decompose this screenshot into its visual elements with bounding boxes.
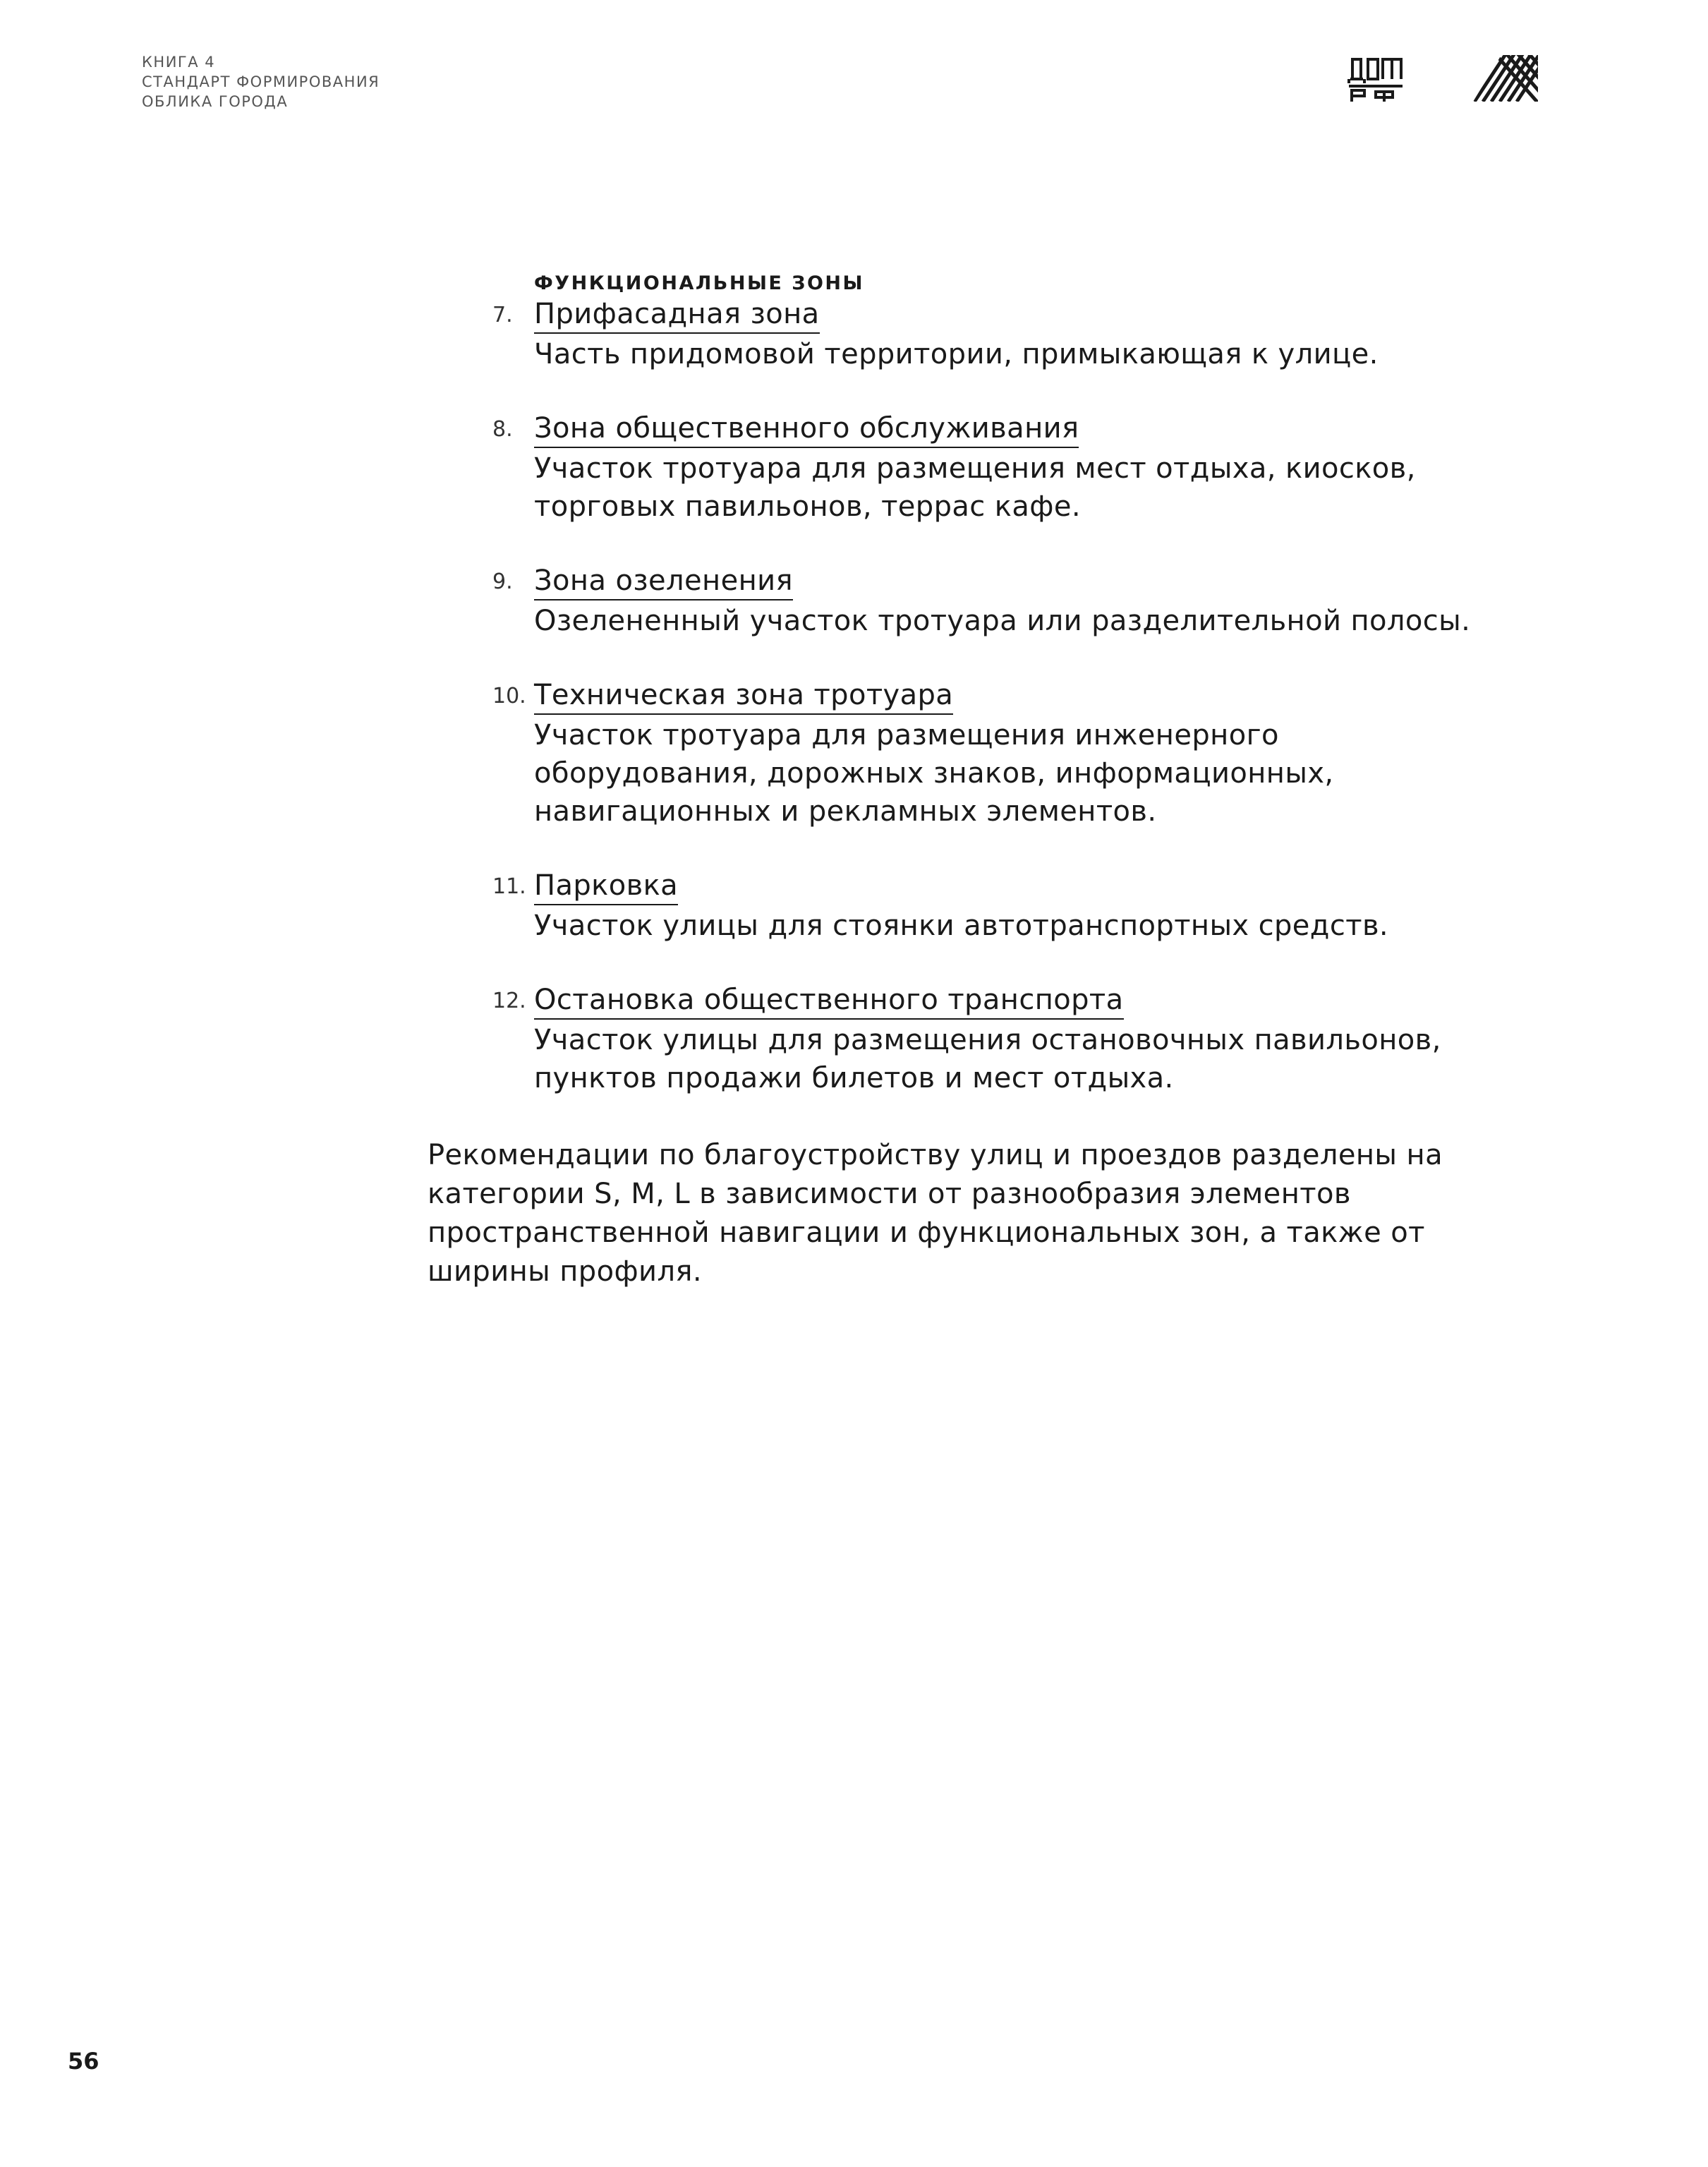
zone-number: 10. bbox=[492, 684, 526, 708]
zone-description: Озелененный участок тротуара или разделительной полосы. bbox=[534, 605, 1471, 637]
zone-number: 8. bbox=[492, 417, 513, 442]
zone-description: Участок тротуара для размещения инженерного оборудования, дорожных знаков, информационных, навигационных и рекламных элементов. bbox=[534, 719, 1334, 828]
zone-number: 11. bbox=[492, 874, 526, 899]
list-item bbox=[423, 677, 1524, 831]
dom-rf-logo bbox=[1347, 55, 1404, 103]
section-title: ФУНКЦИОНАЛЬНЫЕ ЗОНЫ bbox=[534, 272, 864, 294]
book-header-line: КНИГА 4 bbox=[142, 54, 216, 71]
list-item bbox=[423, 410, 1524, 526]
list-item bbox=[423, 982, 1524, 1097]
list-item bbox=[423, 296, 1524, 373]
book-header-line: СТАНДАРТ ФОРМИРОВАНИЯ bbox=[142, 73, 380, 90]
book-header bbox=[142, 52, 380, 111]
zone-title: Зона общественного обслуживания bbox=[534, 410, 1079, 448]
zone-description: Участок улицы для стоянки автотранспортных средств. bbox=[534, 910, 1389, 942]
list-item bbox=[423, 562, 1524, 640]
pattern-logo bbox=[1473, 55, 1538, 102]
zone-number: 12. bbox=[492, 989, 526, 1013]
zone-title: Зона озеленения bbox=[534, 562, 793, 600]
page-number: 56 bbox=[68, 2048, 99, 2075]
zone-description: Часть придомовой территории, примыкающая к улице. bbox=[534, 338, 1379, 370]
functional-zones-section bbox=[423, 272, 1524, 1134]
zone-title: Остановка общественного транспорта bbox=[534, 982, 1124, 1020]
zone-title: Прифасадная зона bbox=[534, 296, 820, 334]
book-header-line: ОБЛИКА ГОРОДА bbox=[142, 93, 289, 110]
zone-description: Участок улицы для размещения остановочных павильонов, пунктов продажи билетов и мест отдыха. bbox=[534, 1024, 1441, 1094]
summary-paragraph: Рекомендации по благоустройству улиц и проездов разделены на категории S, M, L в зависимости от разнообразия элементов пространственной навигации и функциональных зон, а также от ширины профиля. bbox=[428, 1139, 1443, 1288]
zone-list bbox=[423, 296, 1524, 1097]
zone-title: Парковка bbox=[534, 867, 678, 905]
zone-number: 7. bbox=[492, 303, 513, 327]
list-item bbox=[423, 867, 1524, 945]
zone-description: Участок тротуара для размещения мест отдыха, киосков, торговых павильонов, террас кафе. bbox=[534, 452, 1416, 523]
zone-title: Техническая зона тротуара bbox=[534, 677, 953, 715]
zone-number: 9. bbox=[492, 569, 513, 594]
